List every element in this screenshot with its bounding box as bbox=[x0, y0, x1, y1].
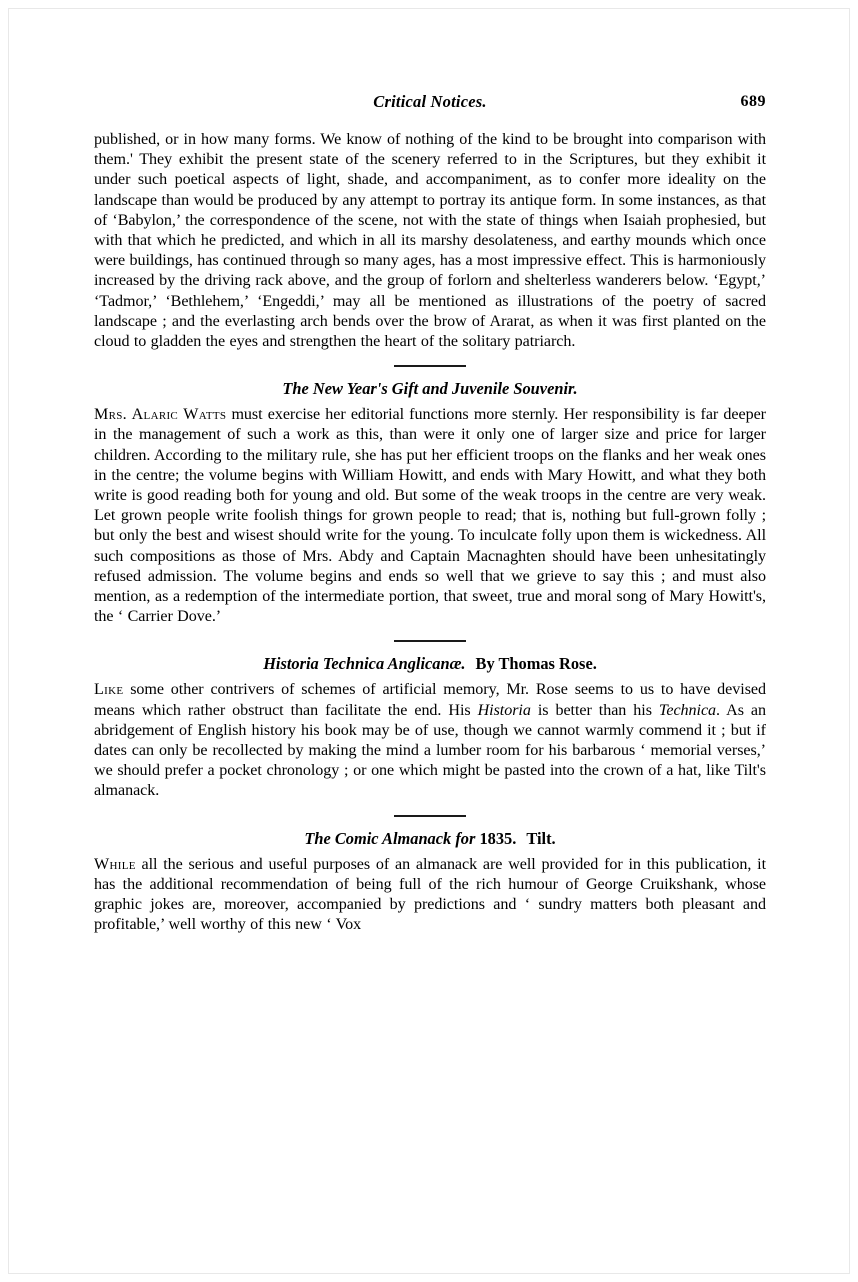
section-publisher: Tilt. bbox=[526, 828, 556, 848]
paragraph-text: some other contrivers of schemes of artificial memory, Mr. Rose seems to us to have devised means which rather obstruct than facilitate the end. His Historia is better than his Technica. As an abridgement of English history his book may be of use, though we cannot warmly commend it ; but if dates can only be recollected by making the mind a lumber room for his barbarous ‘ memorial verses,’ we should prefer a pocket chronology ; or one which might be pasted into the crown of a hat, like Tilt's almanack. bbox=[94, 681, 766, 800]
page-number: 689 bbox=[740, 93, 766, 110]
paragraph-opening-smallcaps: Mrs. Alaric Watts bbox=[94, 406, 227, 424]
paragraph-opening-smallcaps: Like bbox=[94, 681, 124, 699]
paragraph-continued: published, or in how many forms. We know of nothing of the kind to be brought into comparison with them.' They exhibit the present state of the scenery referred to in the Scriptures, but they exhibit it under such poetical aspects of light, shade, and accompaniment, as to confer more ideality on the landscape than would be produced by any attempt to portray its antique form. In some instances, as that of ‘Babylon,’ the correspondence of the scene, not with the state of things when Isaiah prophesied, but with that which he predicted, and which in all its marshy desolateness, and earthy mounds which once were buildings, has continued through so many ages, has a most impressive effect. This is harmoniously increased by the driving rack above, and the group of forlorn and shelterless wanderers below. ‘Egypt,’ ‘Tadmor,’ ‘Bethlehem,’ ‘Engeddi,’ may all be mentioned as illustrations of the poetry of sacred landscape ; and the everlasting arch bends over the brow of Ararat, as when it was first planted on the cloud to gladden the eyes and strengthen the heart of the solitary patriarch. bbox=[94, 131, 766, 351]
section-title: Historia Technica Anglicanæ. bbox=[263, 654, 466, 674]
paragraph-historia-technica bbox=[94, 680, 766, 801]
paragraph-text: all the serious and useful purposes of an almanack are well provided for in this publication, it has the additional recommendation of being full of the rich humour of George Cruikshank, whose graphic jokes are, moreover, accompanied by predictions and ‘ sundry matters both pleasant and profitable,’ well worthy of this new ‘ Vox bbox=[94, 855, 766, 934]
section-title: The Comic Almanack for bbox=[304, 828, 476, 848]
section-title: The New Year's Gift and Juvenile Souvenir. bbox=[282, 379, 578, 399]
section-year: 1835. bbox=[479, 828, 517, 848]
paragraph-comic-almanack bbox=[94, 855, 766, 936]
section-heading-new-years-gift bbox=[94, 378, 766, 400]
section-heading-historia-technica bbox=[94, 653, 766, 675]
section-rule bbox=[394, 640, 466, 642]
section-author: By Thomas Rose. bbox=[475, 654, 597, 674]
section-heading-comic-almanack bbox=[94, 828, 766, 850]
page-content bbox=[94, 92, 766, 936]
paragraph-text: must exercise her editorial functions more sternly. Her responsibility is far deeper in the management of such a work as this, than were it only one of larger size and price for larger children. According to the military rule, she has put her efficient troops on the flanks and her weak ones in the centre; the volume begins with William Howitt, and ends with Mary Howitt, and what they both write is good reading both for young and old. But some of the weak troops in the centre are very weak. Let grown people write foolish things for grown people to read; that is, nothing but full-grown folly ; but only the best and wisest should write for the young. To inculcate folly upon them is wickedness. All such compositions as those of Mrs. Abdy and Captain Macnaghten should have been unhesitatingly refused admission. The volume begins and ends so well that we grieve to say this ; and must also mention, as a redemption of the intermediate portion, that sweet, true and moral song of Mary Howitt's, the ‘ Carrier Dove.’ bbox=[94, 406, 766, 626]
running-head bbox=[94, 92, 766, 122]
running-head-title: Critical Notices. bbox=[373, 92, 487, 111]
paragraph-new-years-gift bbox=[94, 405, 766, 627]
section-rule bbox=[394, 365, 466, 367]
paragraph-opening-smallcaps: While bbox=[94, 855, 136, 873]
section-rule bbox=[394, 815, 466, 817]
